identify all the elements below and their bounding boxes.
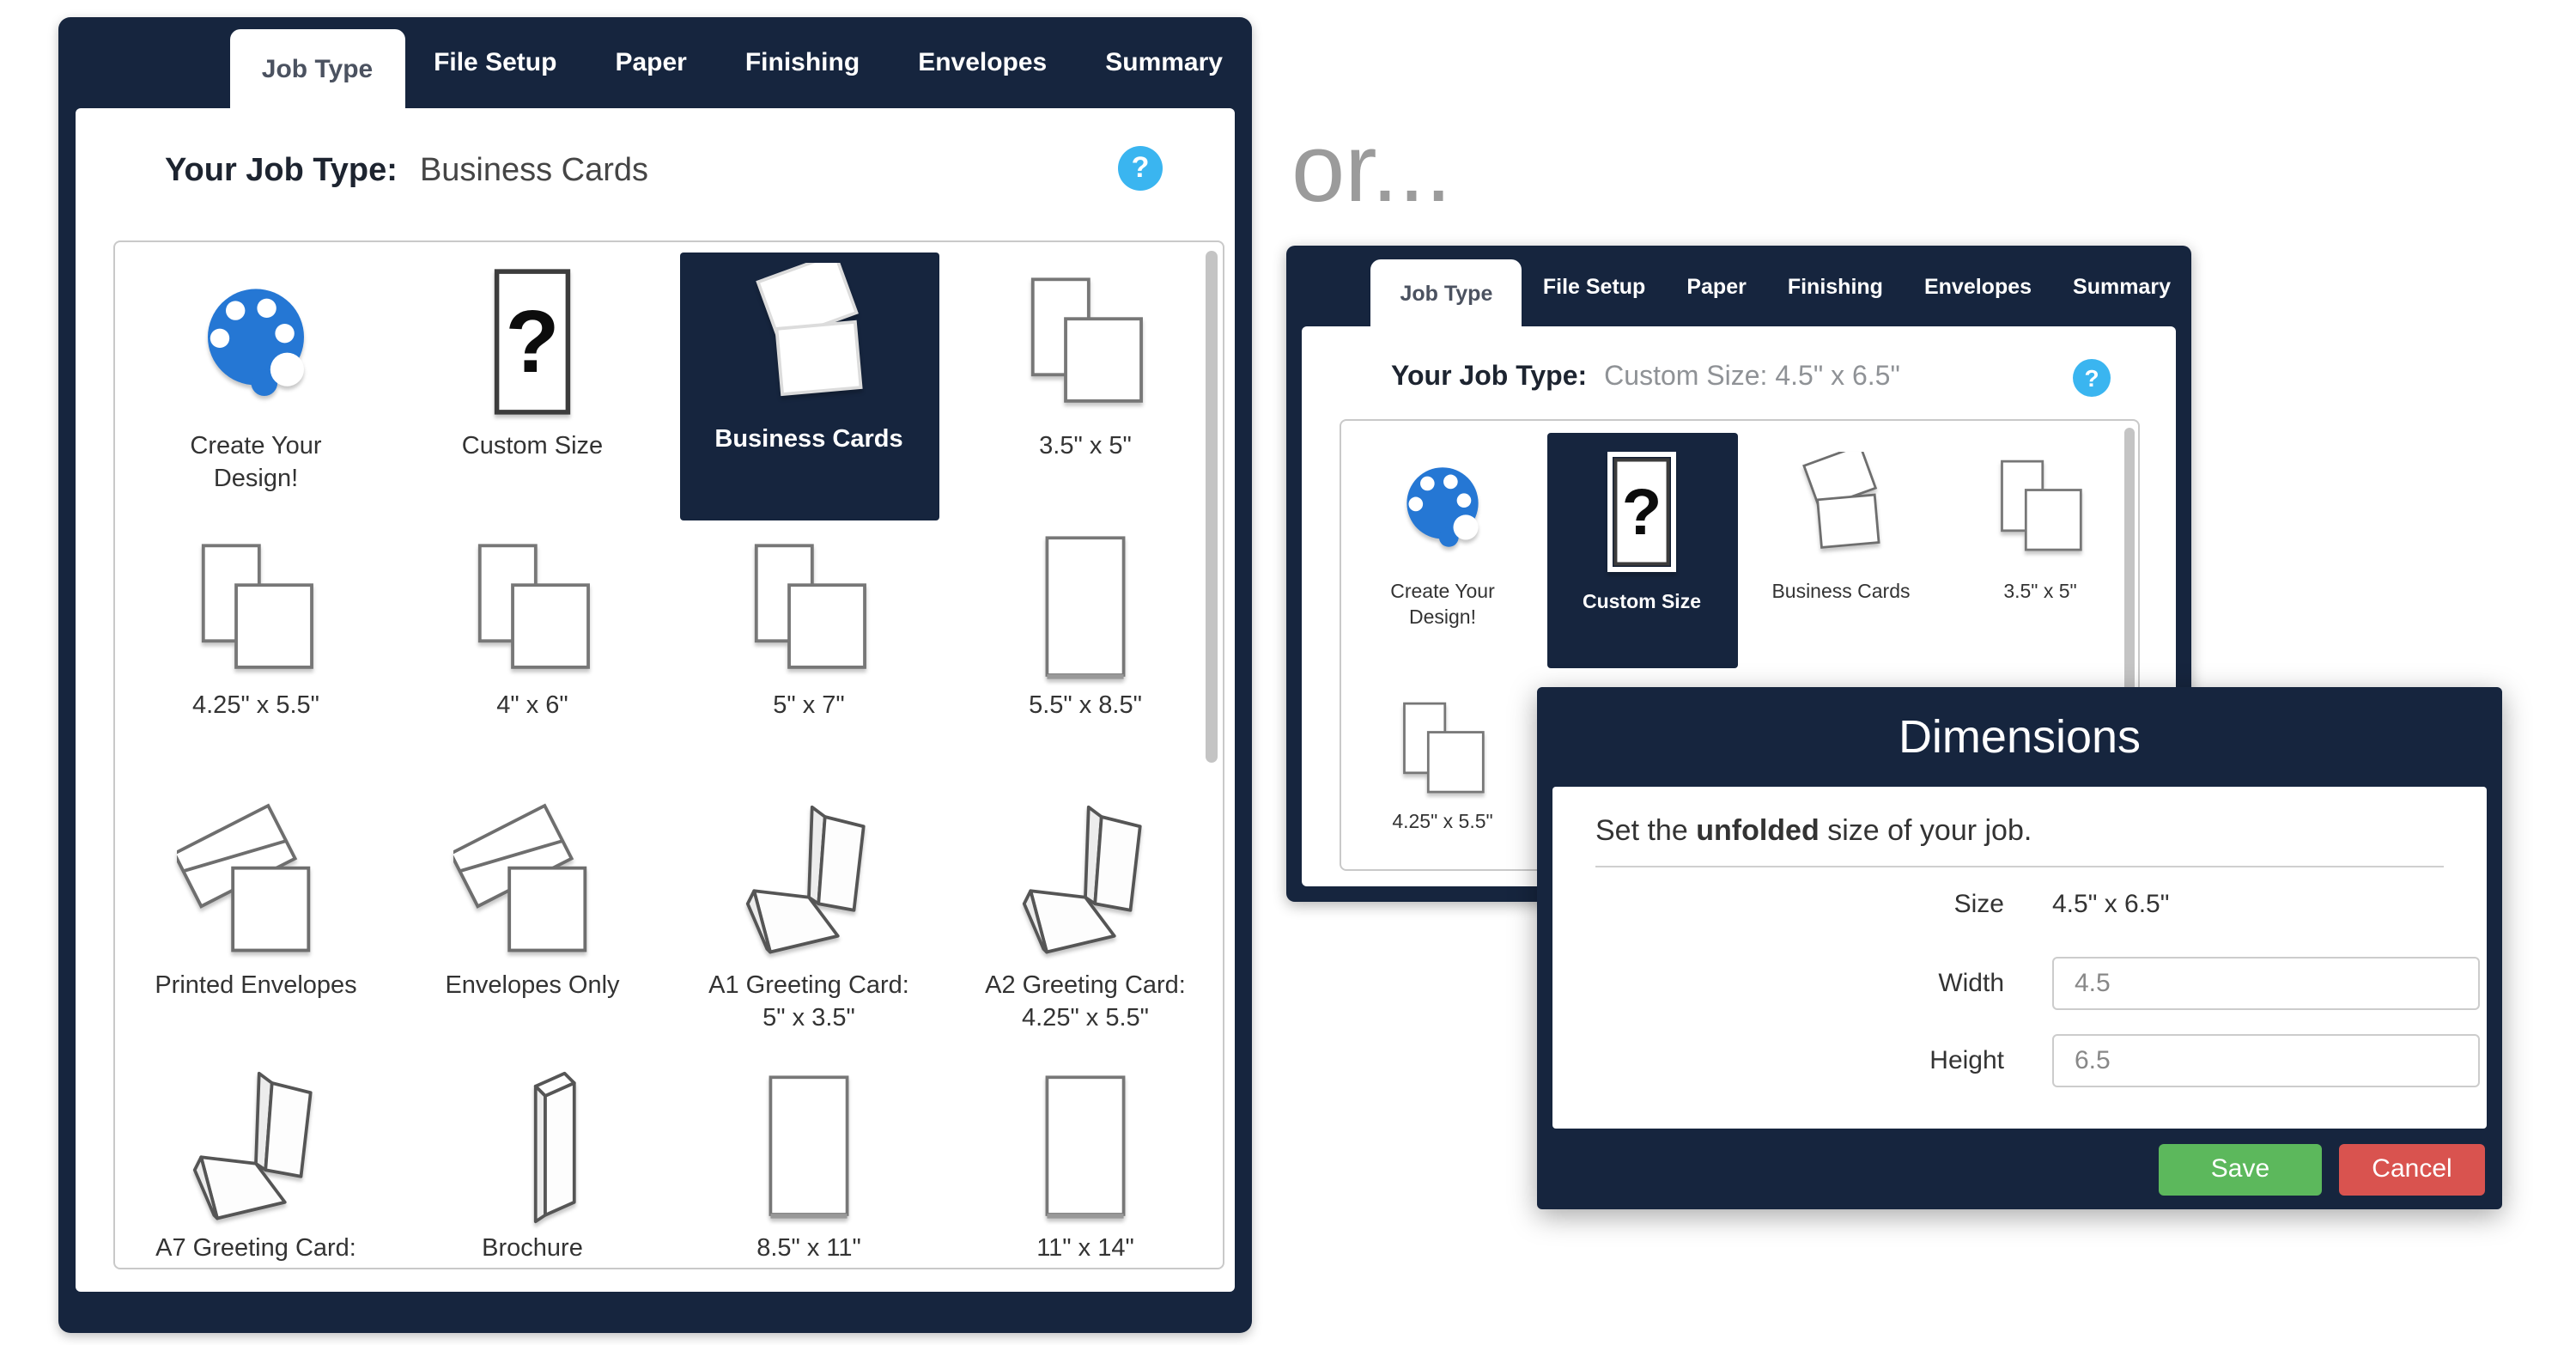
job-type-option-custom-size[interactable]: [395, 253, 670, 520]
divider: [1595, 866, 2444, 867]
tab-summary[interactable]: Summary: [1105, 48, 1223, 77]
modal-instruction: Set the unfolded size of your job.: [1595, 814, 2032, 847]
greetfold-icon: [671, 792, 946, 971]
tab-job-type[interactable]: Job Type: [230, 29, 404, 108]
height-field[interactable]: [2052, 1034, 2480, 1087]
palette-icon: [1345, 433, 1540, 581]
job-type-option-envelopes-only[interactable]: [395, 792, 670, 1063]
job-type-header-label: Your Job Type:: [165, 153, 398, 189]
width-row: [1552, 955, 2480, 1012]
question-icon[interactable]: ?: [1118, 146, 1163, 191]
tab-paper[interactable]: Paper: [615, 48, 687, 77]
job-type-option-label: A1 Greeting Card:: [708, 972, 909, 1000]
cancel-button[interactable]: Cancel: [2339, 1143, 2485, 1195]
tab-file-setup[interactable]: File Setup: [434, 48, 557, 77]
tab-bar: [1286, 246, 2191, 326]
job-type-option-label: Create Your: [1390, 582, 1495, 603]
job-type-option-business-cards[interactable]: [1743, 433, 1939, 680]
tab-job-type[interactable]: Job Type: [1370, 259, 1522, 326]
cards2-icon: [1942, 433, 2138, 581]
job-type-option-printed-envelopes[interactable]: [118, 792, 393, 1063]
job-type-option-label: 3.5" x 5": [2003, 582, 2077, 603]
job-type-header: [165, 153, 648, 191]
job-type-option-4-25-x-5-5[interactable]: [118, 526, 393, 787]
job-type-option-5-5-x-8-5[interactable]: [948, 526, 1223, 787]
job-type-option-label: Brochure: [482, 1235, 583, 1263]
tab-paper[interactable]: Paper: [1686, 274, 1747, 298]
job-type-option-11-x-14[interactable]: [948, 1062, 1223, 1269]
job-type-scroll-area: [113, 240, 1224, 1269]
tab-finishing[interactable]: Finishing: [1787, 274, 1883, 298]
cards2-icon: [671, 526, 946, 691]
job-type-option-label: Custom Size: [461, 433, 604, 460]
job-type-card: [76, 108, 1235, 1292]
job-type-option-label: 3.5" x 5": [1039, 433, 1132, 460]
job-type-option-3-5-x-5[interactable]: [1942, 433, 2138, 680]
dimensions-modal-body: [1552, 787, 2487, 1129]
job-type-option-label: Design!: [1409, 608, 1476, 630]
job-type-option-a1-greeting-card-5-x-3-5[interactable]: [671, 792, 946, 1063]
bizcards-icon: [679, 253, 939, 424]
tab-envelopes[interactable]: Envelopes: [1923, 274, 2032, 298]
dimensions-modal-title: Dimensions: [1898, 710, 2142, 762]
height-label: Height: [1929, 1046, 2004, 1075]
dimensions-modal-footer: [1537, 1129, 2502, 1209]
question-icon[interactable]: ?: [2073, 359, 2111, 397]
height-row: [1552, 1032, 2480, 1089]
card1-icon: [948, 526, 1223, 691]
width-label: Width: [1938, 969, 2004, 998]
job-type-option-label: Business Cards: [1771, 582, 1911, 603]
greetfold-icon: [118, 1062, 393, 1233]
or-text: or...: [1291, 113, 1452, 222]
job-type-option-5-x-7[interactable]: [671, 526, 946, 787]
job-type-option-label: 11" x 14": [1036, 1235, 1134, 1263]
tab-bar: [58, 17, 1252, 108]
job-type-option-label: Printed Envelopes: [155, 972, 357, 1000]
job-type-header-label: Your Job Type:: [1391, 362, 1588, 392]
job-type-option-label: 5.5" x 8.5": [1029, 692, 1142, 720]
dimensions-modal: [1537, 687, 2502, 1209]
cards2-icon: [118, 526, 393, 691]
qcard-icon: [1546, 433, 1737, 591]
svg-text:?: ?: [505, 291, 560, 391]
size-row: [1552, 885, 2169, 922]
job-type-option-label: Custom Size: [1582, 593, 1701, 613]
palette-icon: [118, 253, 393, 431]
job-type-option-a7-greeting-card[interactable]: [118, 1062, 393, 1269]
job-type-option-label: 4.25" x 5.5": [1392, 812, 1493, 833]
greetfold-icon: [948, 792, 1223, 971]
size-label: Size: [1953, 889, 2004, 918]
job-type-option-label: Envelopes Only: [445, 972, 620, 1000]
qcard-icon: [395, 253, 670, 431]
job-type-option-label: 5" x 7": [773, 692, 845, 720]
job-type-option-4-25-x-5-5[interactable]: [1345, 687, 1540, 869]
tab-finishing[interactable]: Finishing: [744, 48, 860, 77]
tab-envelopes[interactable]: Envelopes: [918, 48, 1048, 77]
envelope-icon: [118, 792, 393, 971]
job-type-option-8-5-x-11[interactable]: [671, 1062, 946, 1269]
job-type-option-create-your-design[interactable]: [1345, 433, 1540, 680]
job-type-option-label: A2 Greeting Card:: [985, 972, 1186, 1000]
cards2-icon: [1345, 687, 1540, 811]
svg-text:?: ?: [1621, 475, 1662, 549]
job-type-option-label: 5" x 3.5": [762, 1005, 855, 1033]
size-value: 4.5" x 6.5": [2052, 889, 2170, 918]
save-button[interactable]: Save: [2159, 1143, 2322, 1195]
job-type-option-label: Design!: [213, 466, 299, 494]
job-type-header-value: Business Cards: [419, 153, 649, 189]
job-type-header-value: Custom Size: 4.5" x 6.5": [1604, 362, 1900, 392]
tab-summary[interactable]: Summary: [2073, 274, 2171, 298]
job-type-option-3-5-x-5[interactable]: [948, 253, 1223, 520]
card1-icon: [671, 1062, 946, 1233]
job-type-option-label: Create Your: [190, 433, 322, 460]
tab-file-setup[interactable]: File Setup: [1542, 274, 1646, 298]
job-type-option-label: A7 Greeting Card:: [155, 1235, 356, 1263]
cards2-icon: [948, 253, 1223, 431]
job-type-option-brochure[interactable]: [395, 1062, 670, 1269]
job-type-option-label: Business Cards: [714, 426, 903, 453]
job-type-option-4-x-6[interactable]: [395, 526, 670, 787]
envelope-icon: [395, 792, 670, 971]
cards2-icon: [395, 526, 670, 691]
brochure-icon: [395, 1062, 670, 1233]
job-type-panel-main: [58, 17, 1252, 1333]
width-field[interactable]: [2052, 957, 2480, 1010]
job-type-option-business-cards[interactable]: [679, 253, 939, 520]
job-type-header: [1391, 362, 1900, 393]
job-type-option-a2-greeting-card-4-25-x-5-5[interactable]: [948, 792, 1223, 1063]
bizcards-icon: [1743, 433, 1939, 581]
job-type-option-label: 4.25" x 5.5": [1022, 1005, 1149, 1033]
job-type-option-label: 4.25" x 5.5": [192, 692, 319, 720]
job-type-option-label: 4" x 6": [496, 692, 568, 720]
card1-icon: [948, 1062, 1223, 1233]
job-type-option-custom-size[interactable]: [1546, 433, 1737, 668]
job-type-option-create-your-design[interactable]: [118, 253, 393, 520]
job-type-option-label: 8.5" x 11": [756, 1235, 861, 1263]
